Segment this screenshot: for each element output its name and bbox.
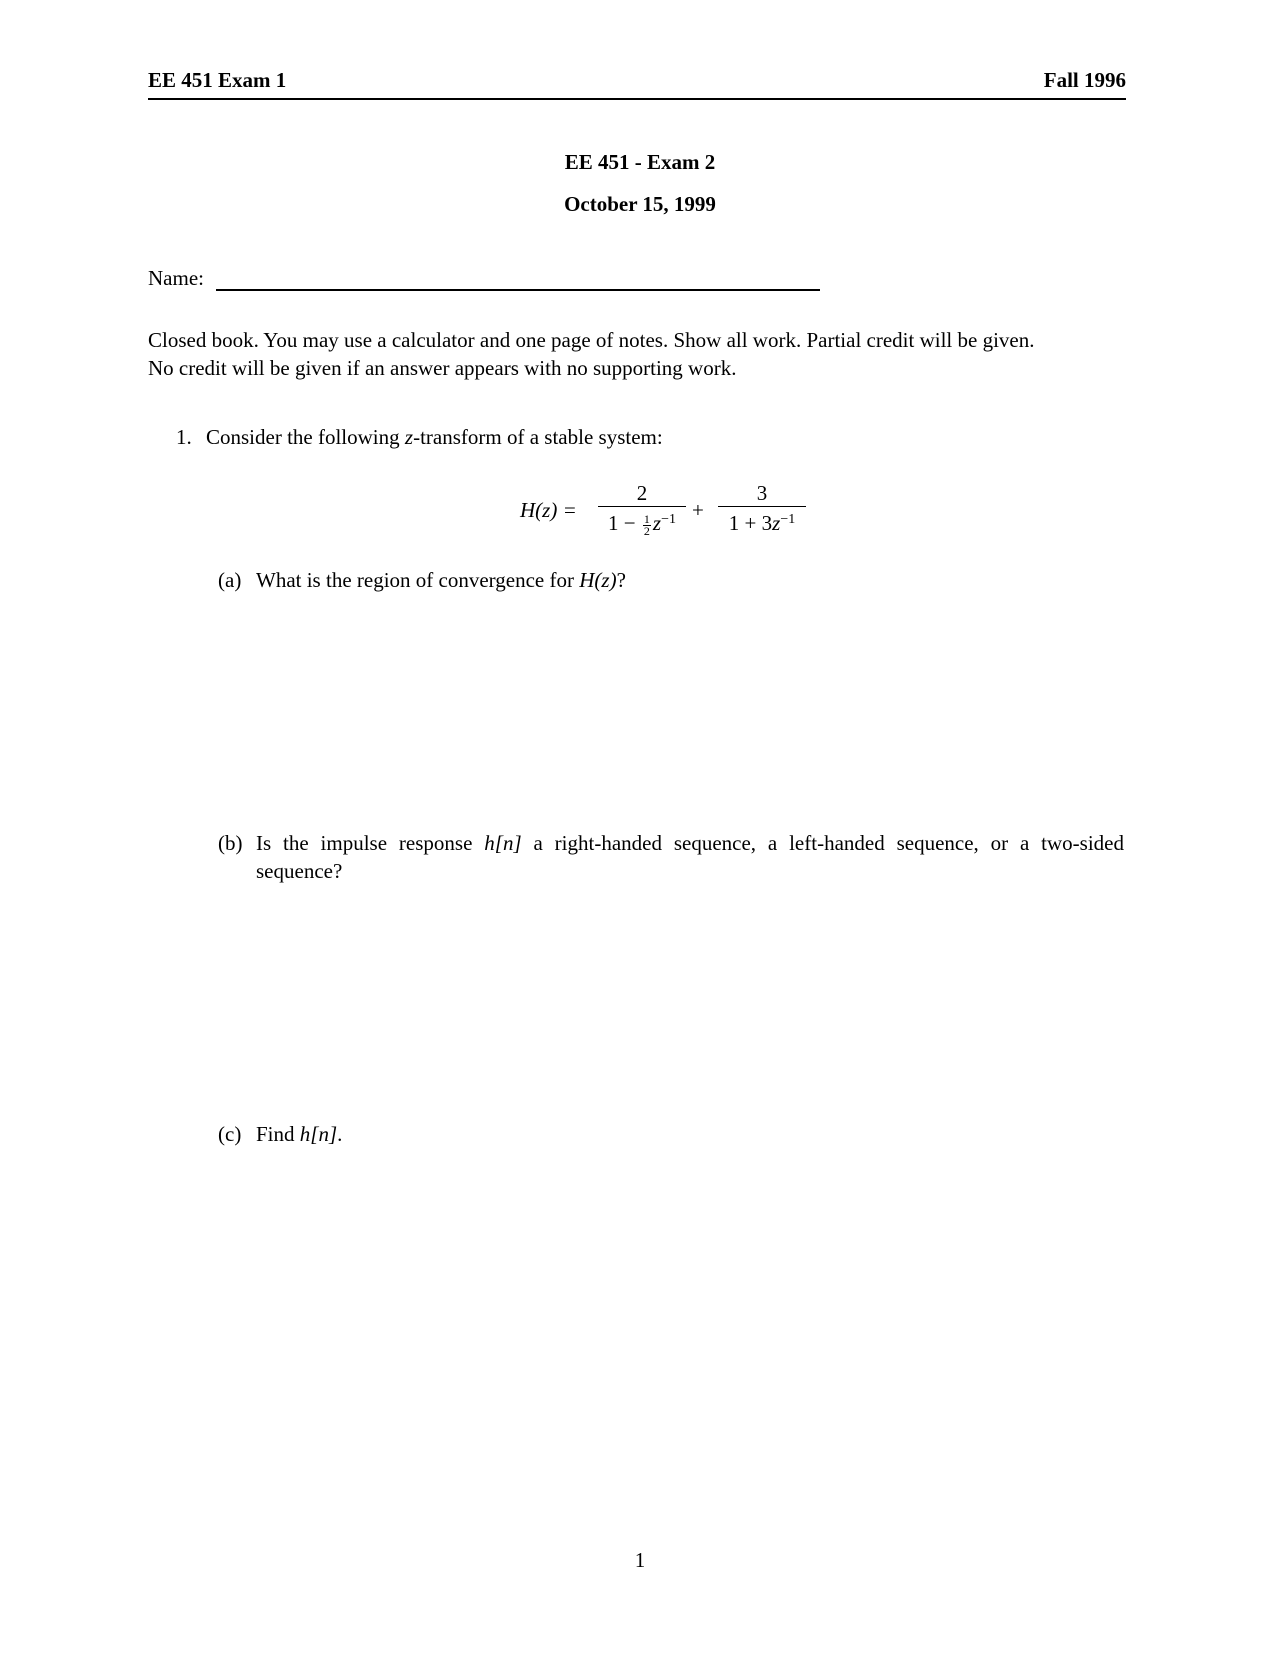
half-numerator: 1: [643, 511, 650, 526]
fraction-1: [598, 480, 686, 538]
name-blank-line: [216, 289, 820, 291]
question-1a-math: H(z): [579, 568, 617, 592]
plus-sign: +: [692, 498, 704, 522]
question-1c-math: h[n]: [299, 1122, 338, 1146]
instructions-line-2: No credit will be given if an answer appears with no supporting work.: [148, 356, 737, 380]
fraction-2-den-one-plus: 1 + 3: [728, 511, 773, 535]
fraction-2-den-exponent: −1: [780, 512, 796, 527]
half-denominator: 2: [643, 523, 650, 538]
question-1-text: Consider the following: [206, 425, 405, 449]
header-course: EE 451 Exam 1: [148, 68, 287, 92]
page-number: 1: [634, 1548, 646, 1572]
question-1b-math: h[n]: [484, 831, 522, 855]
fraction-1-den-z: z: [652, 511, 662, 535]
equation-lhs: H(z) =: [520, 498, 577, 522]
question-1c-text: [256, 1120, 342, 1148]
question-1a-text-end: ?: [616, 568, 626, 592]
fraction-1-den-exponent: −1: [661, 512, 676, 527]
running-header: [148, 66, 1126, 100]
question-1b-text-end: a right-handed sequence, a left-handed sequence, or a two-sided sequence?: [256, 831, 1125, 883]
name-label: Name:: [148, 266, 204, 290]
question-1-number: 1.: [176, 425, 192, 449]
question-1c-text-end: .: [337, 1122, 343, 1146]
fraction-2-numerator: 3: [756, 481, 768, 505]
question-1a-label: (a): [218, 568, 242, 592]
question-1c-text-start: Find: [256, 1122, 300, 1146]
exam-title: EE 451 - Exam 2: [564, 150, 716, 174]
instructions: [148, 326, 1126, 382]
fraction-2: [718, 480, 806, 533]
instructions-line-1: Closed book. You may use a calculator and one page of notes. Show all work. Partial credit will be given.: [148, 328, 1035, 352]
question-1b-text-start: Is the impulse response: [256, 831, 485, 855]
question-1-text-end: -transform of a stable system:: [413, 425, 663, 449]
question-1b-label: (b): [218, 831, 243, 855]
header-term: Fall 1996: [1043, 68, 1126, 92]
fraction-2-denominator: [718, 507, 806, 533]
fraction-1-numerator: 2: [636, 481, 648, 505]
fraction-2-den-z: z: [772, 511, 781, 535]
question-1-var: z: [404, 425, 414, 449]
question-1a-text-start: What is the region of convergence for: [256, 568, 580, 592]
question-1-prompt: [176, 425, 663, 450]
question-1c-label: (c): [218, 1122, 242, 1146]
question-1a-text: [256, 566, 626, 594]
question-1b-text: [256, 829, 1124, 885]
exam-date: October 15, 1999: [564, 192, 716, 216]
one-half: [643, 511, 651, 538]
fraction-1-den-one-minus: 1 −: [608, 511, 641, 535]
fraction-1-denominator: [598, 507, 686, 538]
